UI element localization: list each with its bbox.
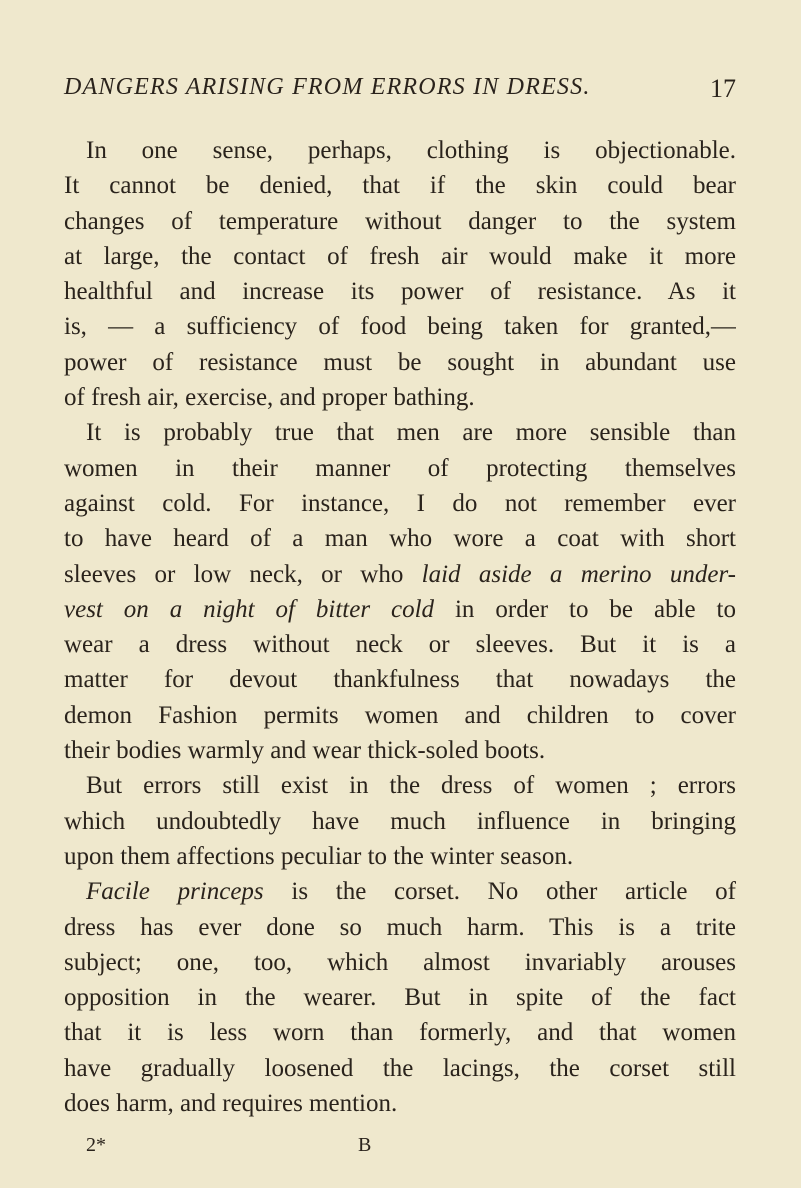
paragraph-1-line: changes of temperature without danger to the system <box>64 207 736 235</box>
line-text: in order to be able to <box>434 595 736 623</box>
paragraph-3-line: But errors still exist in the dress of women ; errors <box>86 772 736 800</box>
page-number: 17 <box>710 74 736 103</box>
paragraph-4-line: subject; one, too, which almost invariably arouses <box>64 948 736 976</box>
running-head <box>64 74 736 108</box>
signature-number: 2* <box>86 1134 106 1156</box>
paragraph-3-line: which undoubtedly have much influence in bringing <box>64 807 736 835</box>
body-text <box>64 133 736 1121</box>
paragraph-1-line: of fresh air, exercise, and proper bathing. <box>64 384 475 412</box>
paragraph-2-line: wear a dress without neck or sleeves. But it is a <box>64 631 736 659</box>
paragraph-2-line: their bodies warmly and wear thick-soled boots. <box>64 737 546 765</box>
paragraph-2-line <box>64 592 736 627</box>
paragraph-2-line <box>64 557 736 592</box>
signature-letter: B <box>358 1134 372 1156</box>
paragraph-1-line: In one sense, perhaps, clothing is objectionable. <box>86 137 736 164</box>
line-text: is the corset. No other article of <box>263 878 736 906</box>
italic-phrase: Facile princeps <box>86 878 264 906</box>
paragraph-1-line: power of resistance must be sought in abundant use <box>64 348 736 376</box>
paragraph-2-line: It is probably true that men are more sensible than <box>86 419 736 447</box>
paragraph-3-line: upon them affections peculiar to the winter season. <box>64 842 574 870</box>
paragraph-4-line <box>64 874 736 909</box>
paragraph-1-line: It cannot be denied, that if the skin could bear <box>64 172 736 200</box>
paragraph-1-line: is, — a sufficiency of food being taken for granted,— <box>64 313 736 341</box>
paragraph-2-line: to have heard of a man who wore a coat with short <box>64 525 736 553</box>
paragraph-4-line: dress has ever done so much harm. This is a trite <box>64 913 736 941</box>
paragraph-2-line: women in their manner of protecting themselves <box>64 454 736 482</box>
line-text: sleeves or low neck, or who <box>64 560 422 588</box>
paragraph-1-line: at large, the contact of fresh air would make it more <box>64 242 736 270</box>
paragraph-4-line: does harm, and requires mention. <box>64 1090 398 1118</box>
paragraph-2-line: demon Fashion permits women and children to cover <box>64 701 736 729</box>
italic-phrase: vest on a night of bitter cold <box>64 595 435 623</box>
paragraph-4-line: that it is less worn than formerly, and that women <box>64 1019 736 1047</box>
italic-phrase: laid aside a merino under- <box>421 560 736 588</box>
paragraph-2-line: against cold. For instance, I do not remember ever <box>64 489 736 517</box>
paragraph-4-line: have gradually loosened the lacings, the corset still <box>64 1054 736 1082</box>
running-title: DANGERS ARISING FROM ERRORS IN DRESS. <box>64 74 591 100</box>
signature-marks <box>64 1134 736 1164</box>
paragraph-1-line: healthful and increase its power of resistance. As it <box>64 278 736 306</box>
paragraph-2-line: matter for devout thankfulness that nowadays the <box>64 666 736 694</box>
paragraph-4-line: opposition in the wearer. But in spite of the fact <box>64 984 736 1012</box>
